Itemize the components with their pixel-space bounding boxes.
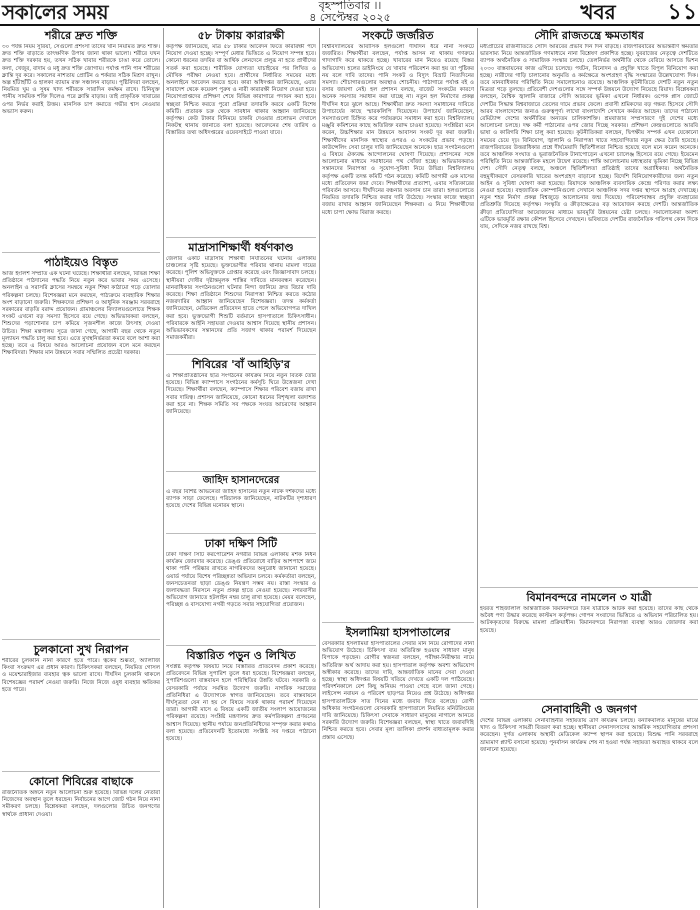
- article-pathaiyeo-bistrito: [2, 255, 160, 640]
- article-chulkano-sukh: [2, 642, 160, 772]
- article-sankate-jorjorito: [322, 28, 474, 623]
- article-body: শরীরের চুলকানি নানা কারণে হতে পারে। ত্বকের শুষ্কতা, অ্যালার্জি কিংবা সংক্রমণ এর প্রধান কারণ। চিকিৎসকরা বলছেন, নিয়মিত গোসল ও ময়েশ্চারাইজার ব্যবহার ত্বক ভালো রাখে। দীর্ঘদিন চুলকানি থাকলে বিশেষজ্ঞের পরামর্শ নেওয়া জরুরি। নিজে নিজে ওষুধ ব্যবহার ক্ষতিকর হতে পারে।: [2, 658, 160, 693]
- article-madrasa: [166, 240, 316, 355]
- article-headline: পাঠাইয়েও বিস্তৃত: [44, 256, 118, 269]
- page-number: ১১: [667, 0, 698, 25]
- article-headline: কোনো শিবিরের বাছাকে: [29, 775, 133, 788]
- dateline: [240, 0, 460, 24]
- article-shibirer-ba-ahiri: [166, 357, 316, 472]
- article-headline: চুলকানো সুখ নিরাপন: [33, 643, 129, 656]
- column-rule: [163, 28, 164, 908]
- article-headline: ৫৮ টাকায় কারারক্ষী: [197, 29, 285, 42]
- article-bistarito: [166, 648, 316, 908]
- article-senabahini: [480, 702, 698, 907]
- section-name: খবর: [580, 0, 616, 24]
- masthead: [0, 0, 700, 26]
- column-4: [480, 28, 698, 908]
- article-headline: শরীরে দ্রুত শক্তি: [44, 29, 118, 42]
- publication-date: ৪ সেপ্টেম্বর ২০২৫: [309, 11, 391, 24]
- column-2: [166, 28, 316, 908]
- article-headline: সেনাবাহিনী ও জনগণ: [541, 703, 637, 716]
- article-headline: ঢাকা দক্ষিণ সিটি: [204, 537, 277, 550]
- article-body: হযরত শাহজালাল আন্তর্জাতিক বিমানবন্দরে তিন যাত্রীকে আটক করা হয়েছে। তাদের কাছ থেকে অবৈধ পণ্য উদ্ধার করেছে কাস্টমস কর্তৃপক্ষ। গোপন সংবাদের ভিত্তিতে এ অভিযান পরিচালিত হয়। আটককৃতদের বিরুদ্ধে মামলা প্রক্রিয়াধীন। বিমানবন্দরে নিরাপত্তা ব্যবস্থা আরও জোরদার করা হয়েছে।: [480, 606, 698, 634]
- article-body: মধ্যপ্রাচ্যের রাজনীতিতে সৌদি আরবের প্রভাব দিন দিন বাড়ছে। রাজপরিবারের অভ্যন্তরীণ ক্ষমতার ভারসাম্য নিয়ে আন্তর্জাতিক গণমাধ্যমে নানা বিশ্লেষণ প্রকাশিত হচ্ছে। যুবরাজের নেতৃত্বে দেশটিতে ব্যাপক অর্থনৈতিক ও সামাজিক সংস্কার চলছে। তেলনির্ভর অর্থনীতি থেকে বেরিয়ে আসতে ভিশন ২০৩০ বাস্তবায়নের কাজ এগিয়ে চলেছে। পর্যটন, বিনোদন ও প্রযুক্তি খাতে বিপুল বিনিয়োগ করা হচ্ছে। নারীদের গাড়ি চালানোর অনুমতি ও কর্মক্ষেত্রে অংশগ্রহণ বৃদ্ধি সংস্কারের উল্লেখযোগ্য দিক। তবে মানবাধিকার পরিস্থিতি নিয়ে সমালোচনাও রয়েছে। আঞ্চলিক কূটনীতিতে দেশটি নতুন নতুন মিত্রতা গড়ে তুলছে। প্রতিবেশী দেশগুলোর সঙ্গে সম্পর্ক উন্নয়নে উদ্যোগ নিয়েছে রিয়াদ। বিশ্লেষকরা বলছেন, বৈশ্বিক জ্বালানি বাজারে সৌদি আরবের ভূমিকা এখনো নির্ধারক। ওপেক প্লাস জোটে দেশটির সিদ্ধান্ত বিশ্ববাজারে তেলের দামে প্রভাব ফেলে। প্রবাসী শ্রমিকদের বড় গন্তব্য হিসেবে সৌদি আরব বাংলাদেশের জন্যও গুরুত্বপূর্ণ। লাখো বাংলাদেশি সেখানে কর্মরত আছেন। তাদের পাঠানো রেমিট্যান্স দেশের অর্থনীতির অন্যতম চালিকাশক্তি। শ্রমবাজার সম্প্রসারণে দুই দেশের মধ্যে আলোচনা চলছে। দক্ষ কর্মী পাঠানোর ওপর জোর দিচ্ছে সরকার। প্রশিক্ষণ কেন্দ্রগুলোতে আরবি ভাষা ও কারিগরি শিক্ষা চালু করা হয়েছে। কূটনীতিকরা বলছেন, দ্বিপক্ষীয় সম্পর্ক এখন যেকোনো সময়ের চেয়ে দৃঢ়। বিনিয়োগ, জ্বালানি ও নিরাপত্তা খাতে সহযোগিতার নতুন ক্ষেত্র তৈরি হয়েছে। রাজপরিবারের উত্তরাধিকার প্রশ্নে দীর্ঘমেয়াদি স্থিতিশীলতা নিশ্চিত হয়েছে বলে মনে করেন অনেকে। তবে আঞ্চলিক সংঘাত ও ভূরাজনৈতিক টানাপোড়েন এখনো চ্যালেঞ্জ হিসেবে রয়ে গেছে। ইয়েমেন পরিস্থিতি নিয়ে আন্তর্জাতিক মহলে উদ্বেগ রয়েছে। শান্তি আলোচনায় মধ্যস্থতার ভূমিকা নিচ্ছে বিভিন্ন দেশ। সৌদি নেতৃত্ব বলছে, অঞ্চলে স্থিতিশীলতা প্রতিষ্ঠাই তাদের অগ্রাধিকার। অর্থনৈতিক বহুমুখীকরণে বেসরকারি খাতের অংশগ্রহণ বাড়ানো হচ্ছে। বিদেশি বিনিয়োগকারীদের জন্য নতুন আইন ও সুবিধা ঘোষণা করা হয়েছে। রিয়াদকে আঞ্চলিক ব্যবসায়িক কেন্দ্রে পরিণত করার লক্ষ্য নেওয়া হয়েছে। বহুজাতিক কোম্পানিগুলো সেখানে আঞ্চলিক সদর দপ্তর স্থাপনে আগ্রহ দেখাচ্ছে। নতুন শহর নির্মাণ প্রকল্প বিশ্বজুড়ে আলোচনার জন্ম দিয়েছে। পরিবেশবান্ধব প্রযুক্তি ব্যবহারের প্রতিশ্রুতি দিয়েছে কর্তৃপক্ষ। সংস্কৃতি ও ক্রীড়াক্ষেত্রেও বড় আয়োজন করছে দেশটি। আন্তর্জাতিক ক্রীড়া প্রতিযোগিতা আয়োজনের মাধ্যমে ভাবমূর্তি উন্নয়নের চেষ্টা চলছে। সমালোচকরা অবশ্য এটিকে ভাবমূর্তি রক্ষার কৌশল হিসেবে দেখছেন। ভবিষ্যতে দেশটির রাজনৈতিক গতিপথ কোন দিকে যায়, সেদিকে নজর রাখছে বিশ্ব।: [480, 44, 698, 231]
- article-sharire-drut-shakti: [2, 28, 160, 253]
- article-body: বিশ্ববিদ্যালয়ের আবাসিক হলগুলো দীর্ঘদিন ধরে নানা সংকটে জর্জরিত। শিক্ষার্থীরা বলছেন, পর্যাপ্ত আসন না থাকায় গণরুমে গাদাগাদি করে থাকতে হচ্ছে। খাবারের মান নিয়েও রয়েছে বিস্তর অভিযোগ। হলের ডাইনিংয়ে যে খাবার পরিবেশন করা হয় তা পুষ্টিকর নয় বলে দাবি তাদের। পানি সংকট ও বিদ্যুৎ বিভ্রাট নিত্যদিনের সমস্যা। শৌচাগারগুলোর অবস্থাও শোচনীয়। পাঠাগারে পর্যাপ্ত বই ও বসার জায়গা নেই। হল প্রশাসন বলছে, বাজেট সংকটের কারণে অনেক সমস্যার সমাধান করা যাচ্ছে না। নতুন হল নির্মাণের প্রকল্প দীর্ঘদিন ধরে ঝুলে আছে। শিক্ষার্থীরা দ্রুত সমস্যা সমাধানের দাবিতে উপাচার্যের কাছে স্মারকলিপি দিয়েছেন। উপাচার্য জানিয়েছেন, সমস্যাগুলো চিহ্নিত করে পর্যায়ক্রমে সমাধান করা হবে। বিশ্ববিদ্যালয় মঞ্জুরি কমিশনের কাছে অতিরিক্ত বরাদ্দ চাওয়া হয়েছে। সংশ্লিষ্টরা মনে করেন, উচ্চশিক্ষার মান উন্নয়নে আবাসন সংকট দূর করা জরুরি। শিক্ষার্থীদের মানসিক স্বাস্থ্যের ওপরও এ সংকটের প্রভাব পড়ছে। কাউন্সেলিং সেবা চালুর দাবি জানিয়েছেন অনেকে। ছাত্র সংগঠনগুলো এ বিষয়ে ঐক্যবদ্ধ আন্দোলনের ঘোষণা দিয়েছে। প্রশাসনের সঙ্গে আলোচনার মাধ্যমে সমাধানের পথ খোঁজা হচ্ছে। অভিভাবকরাও সন্তানদের নিরাপত্তা ও সুযোগ-সুবিধা নিয়ে উদ্বিগ্ন। বিশ্ববিদ্যালয় কর্তৃপক্ষ একটি তদন্ত কমিটি গঠন করেছে। কমিটি আগামী এক মাসের মধ্যে প্রতিবেদন জমা দেবে। শিক্ষার্থীদের প্রত্যাশা, এবার সত্যিকারের পরিবর্তন আসবে। দীর্ঘদিনের বঞ্চনার অবসান চান তারা। হলগুলোতে নিয়মিত তদারকি নিশ্চিত করার দাবি উঠেছে। সংস্কার কাজে স্বচ্ছতা বজায় রাখার আহ্বান জানিয়েছেন শিক্ষকরা। এ নিয়ে শিক্ষার্থীদের মধ্যে চাপা ক্ষোভ বিরাজ করছে।: [322, 44, 474, 216]
- column-1: [2, 28, 160, 908]
- article-islamia-hospital: [322, 625, 474, 905]
- article-body: সংশ্লিষ্ট কর্তৃপক্ষ বিষয়টি নিয়ে বিস্তারিত প্রতিবেদন প্রকাশ করেছে। প্রতিবেদনে বিভিন্ন সুপারিশ তুলে ধরা হয়েছে। বিশেষজ্ঞরা বলছেন, সুপারিশগুলো বাস্তবায়ন হলে পরিস্থিতির উন্নতি ঘটবে। সরকারি ও বেসরকারি পর্যায়ে সমন্বিত উদ্যোগ জরুরি। নাগরিক সমাজের প্রতিনিধিরা এ উদ্যোগকে স্বাগত জানিয়েছেন। তবে বাস্তবায়নে দীর্ঘসূত্রতা যেন না হয় সে বিষয়ে সতর্ক থাকার পরামর্শ দিয়েছেন তারা। আগামী মাসে এ বিষয়ে একটি জাতীয় সংলাপ আয়োজনের পরিকল্পনা রয়েছে। সংশ্লিষ্ট মন্ত্রণালয় দ্রুত কর্মপরিকল্পনা প্রণয়নের আশ্বাস দিয়েছে। স্থানীয় পর্যায়ে জনপ্রতিনিধিদের সম্পৃক্ত করার কথাও বলা হয়েছে। প্রতিবেদনটি ইতোমধ্যে সংশ্লিষ্ট সব দপ্তরে পাঠানো হয়েছে।: [166, 664, 316, 743]
- article-saudi-rajtontro: [480, 28, 698, 588]
- article-headline: জাহিদ হাসানদেরের: [202, 475, 280, 486]
- article-body: এ শিক্ষাপ্রতিষ্ঠানের ছাত্র সংগঠনের কার্যক্রম নিয়ে নতুন বিতর্ক তৈরি হয়েছে। বিভিন্ন ক্যাম্পাসে সংগঠনের কর্মসূচি ঘিরে উত্তেজনা দেখা দিয়েছে। শিক্ষার্থীরা বলছেন, ক্যাম্পাসে শিক্ষার পরিবেশ বজায় রাখা সবার দায়িত্ব। প্রশাসন জানিয়েছে, কোনো ধরনের বিশৃঙ্খলা বরদাশত করা হবে না। শিক্ষক সমিতি সব পক্ষকে সংযত আচরণের আহ্বান জানিয়েছে।: [166, 373, 316, 416]
- article-headline: সৌদি রাজতন্ত্রে ক্ষমতাধর: [534, 29, 644, 42]
- article-body: কর্তৃপক্ষ জানিয়েছে, মাত্র ৫৮ টাকার আবেদন ফিতে কারারক্ষী পদে নিয়োগ দেওয়া হচ্ছে। সম্পূর্ণ মেধার ভিত্তিতে এ নিয়োগ সম্পন্ন হবে। কোনো ধরনের তদবির বা আর্থিক লেনদেনে প্রলুব্ধ না হতে প্রার্থীদের সতর্ক করা হয়েছে। শারীরিক যোগ্যতা যাচাইয়ের পর লিখিত ও মৌখিক পরীক্ষা নেওয়া হবে। প্রার্থীদের নির্ধারিত সময়ের মধ্যে অনলাইনে আবেদন করতে হবে। কারা অধিদপ্তর জানিয়েছে, এবার সারাদেশ থেকে কয়েকশ পুরুষ ও নারী কারারক্ষী নিয়োগ দেওয়া হবে। নিয়োগপ্রাপ্তদের প্রশিক্ষণ শেষে বিভিন্ন কারাগারে পদায়ন করা হবে। স্বচ্ছতা নিশ্চিত করতে পুরো প্রক্রিয়া তদারকি করবে একটি বিশেষ কমিটি। প্রতারক চক্র থেকে সাবধান থাকার আহ্বান জানিয়েছে কর্তৃপক্ষ। কেউ টাকার বিনিময়ে চাকরি দেওয়ার প্রলোভন দেখালে নিকটস্থ থানায় জানাতে বলা হয়েছে। আবেদনের শেষ তারিখ ও বিস্তারিত তথ্য অধিদপ্তরের ওয়েবসাইটে পাওয়া যাবে।: [166, 44, 316, 137]
- column-rule: [319, 28, 320, 908]
- publication-day: বৃহস্পতিবার ।।: [318, 0, 382, 12]
- article-headline: শিবিরের 'বাঁ আহিড়ি'র: [192, 358, 290, 371]
- article-body: রাজনৈতিক অঙ্গনে নতুন আলোচনা শুরু হয়েছে। বিভিন্ন দলের নেতারা নিজেদের অবস্থান তুলে ধরছেন। নির্বাচনের আগে জোট গঠন নিয়ে নানা সমীকরণ চলছে। বিশ্লেষকরা বলছেন, দলগুলোর উচিত জনগণের স্বার্থকে প্রাধান্য দেওয়া।: [2, 790, 160, 818]
- article-body: বেসরকারি ইসলামিয়া হাসপাতালের সেবার মান নিয়ে রোগীদের নানা অভিযোগ উঠেছে। চিকিৎসা ব্যয় অতিরিক্ত হওয়ায় সাধারণ মানুষ বিপাকে পড়ছেন। রোগীর স্বজনরা বলছেন, পরীক্ষা-নিরীক্ষার নামে অতিরিক্ত অর্থ আদায় করা হয়। হাসপাতাল কর্তৃপক্ষ অবশ্য অভিযোগ অস্বীকার করেছে। তাদের দাবি, আন্তর্জাতিক মানের সেবা দেওয়া হচ্ছে। স্বাস্থ্য অধিদপ্তর বিষয়টি খতিয়ে দেখতে একটি দল পাঠিয়েছে। পরিদর্শনকালে বেশ কিছু অনিয়ম পাওয়া গেছে বলে জানা গেছে। লাইসেন্স নবায়ন ও পরিবেশ ছাড়পত্র নিয়েও প্রশ্ন উঠেছে। অধিদপ্তর হাসপাতালটিকে সাত দিনের মধ্যে জবাব দিতে বলেছে। রোগী অধিকার সংগঠনগুলো বেসরকারি হাসপাতালে নিয়মিত মনিটরিংয়ের দাবি জানিয়েছে। চিকিৎসা সেবাকে সাধারণ মানুষের নাগালে আনতে সরকারি উদ্যোগ জরুরি। বিশেষজ্ঞরা বলছেন, স্বাস্থ্য খাতে জবাবদিহি নিশ্চিত করতে হবে। সেবার মূল্য তালিকা প্রদর্শন বাধ্যতামূলক করার প্রস্তাব এসেছে।: [322, 641, 474, 741]
- column-3: [322, 28, 474, 908]
- article-headline: ইসলামিয়া হাসপাতালের: [345, 626, 451, 639]
- article-headline: সংকটে জর্জরিত: [362, 29, 434, 42]
- column-rule: [477, 28, 478, 908]
- article-body: জেলার একটি মাদ্রাসায় শিক্ষার্থী নির্যাতনের ঘটনায় এলাকায় চাঞ্চল্যের সৃষ্টি হয়েছে। ভুক্তভোগীর পরিবার থানায় মামলা দায়ের করেছে। পুলিশ অভিযুক্তকে গ্রেপ্তার করেছে এবং জিজ্ঞাসাবাদ চলছে। স্থানীয়রা দোষীর দৃষ্টান্তমূলক শাস্তির দাবিতে মানববন্ধন করেছেন। মানবাধিকার সংগঠনগুলো ঘটনার নিন্দা জানিয়ে দ্রুত বিচার দাবি করেছে। শিক্ষা প্রতিষ্ঠানে শিশুদের নিরাপত্তা নিশ্চিত করতে কঠোর নজরদারির আহ্বান জানিয়েছেন বিশেষজ্ঞরা। তদন্ত কর্মকর্তা জানিয়েছেন, মেডিকেল প্রতিবেদন হাতে পেলে অভিযোগপত্র দাখিল করা হবে। ভুক্তভোগী শিশুটি বর্তমানে হাসপাতালে চিকিৎসাধীন। পরিবারকে আইনি সহায়তা দেওয়ার আশ্বাস দিয়েছে স্থানীয় প্রশাসন। অভিভাবকদের সন্তানদের প্রতি সজাগ থাকার পরামর্শ দিয়েছেন সমাজকর্মীরা।: [166, 256, 316, 342]
- article-body: এ বছর বিশিষ্ট অভিনেতা জাহিদ হাসানের নতুন নাটক দর্শকদের মধ্যে ব্যাপক সাড়া ফেলেছে। পরিচালক জানিয়েছেন, নাটকটির দৃশ্যধারণ হয়েছে দেশের বিভিন্ন মনোরম স্থানে।: [166, 489, 316, 510]
- article-body: আজ ইংলিশ সম্প্রতি এক ঘটনা ঘটেছে। শিক্ষার্থীরা বলছেন, বিভিন্ন শিক্ষা প্রতিষ্ঠানে পাঠদানের পদ্ধতি নিয়ে নতুন করে ভাবার সময় এসেছে। অনলাইন ও সরাসরি ক্লাসের সমন্বয়ে নতুন শিক্ষা কাঠামো গড়ে তোলার পরিকল্পনা চলছে। বিশেষজ্ঞরা মনে করছেন, পাঠ্যক্রমে ব্যবহারিক শিক্ষার অংশ বাড়ানো জরুরি। শিক্ষকদের প্রশিক্ষণ ও আধুনিক সরঞ্জাম সরবরাহে সরকারের বাড়তি বরাদ্দ প্রয়োজন। গ্রামাঞ্চলের বিদ্যালয়গুলোতে শিক্ষক সংকট এখনো বড় সমস্যা হিসেবে রয়ে গেছে। অভিভাবকরা বলছেন, শিশুদের পড়াশোনার চাপ কমিয়ে সৃজনশীল কাজে উৎসাহ দেওয়া উচিত। শিক্ষা মন্ত্রণালয় সূত্রে জানা গেছে, আগামী বছর থেকে নতুন মূল্যায়ন পদ্ধতি চালু করা হবে। এতে মুখস্থনির্ভরতা কমবে বলে আশা করা হচ্ছে। তবে এ বিষয়ে আরও আলোচনা প্রয়োজন বলে মনে করছেন শিক্ষাবিদরা। শিক্ষার মান উন্নয়নে সবার সম্মিলিত প্রচেষ্টা দরকার।: [2, 271, 160, 357]
- article-bimanbondor: [480, 590, 698, 700]
- article-body: দেশের বিভিন্ন এলাকায় সেনাবাহিনীর সহায়তায় ত্রাণ কার্যক্রম চলছে। বন্যাকবলিত মানুষের মাঝে খাদ্য ও চিকিৎসা সামগ্রী বিতরণ করা হচ্ছে। স্থানীয়রা সেনাসদস্যদের আন্তরিক সহযোগিতার প্রশংসা করেছেন। দুর্গত এলাকায় অস্থায়ী মেডিকেল ক্যাম্প স্থাপন করা হয়েছে। বিশুদ্ধ পানি সরবরাহে ভ্রাম্যমাণ প্ল্যান্ট বসানো হয়েছে। পুনর্বাসন কার্যক্রম শেষ না হওয়া পর্যন্ত সহায়তা অব্যাহত থাকবে বলে জানানো হয়েছে।: [480, 718, 698, 753]
- article-body: ৩০ পর্যন্ত নিয়ম সুরিয়া, সেগুলো প্রশংসা তাদের খান নিয়মিত দ্রুত শক্তি। দ্রুত শক্তি বাড়াতে তাৎক্ষণিক উপায় জানা থাকা ভালো। শরীরে যখন দ্রুত শক্তি দরকার হয়, তখন সঠিক খাবার শরীরকে চাঙা করে তোলে। কলা, খেজুর, বাদাম ও মধু দ্রুত শক্তি জোগায়। পর্যাপ্ত পানি পান শরীরের ক্লান্তি দূর করে। সকালের নাশতায় প্রোটিন ও শর্করার সঠিক মিশ্রণ রাখুন। অল্প হাঁটাহাঁটি ও হালকা ব্যায়াম রক্ত সঞ্চালন বাড়ায়। পুষ্টিবিদরা বলছেন, নিয়মিত ঘুম ও সুষম খাদ্য শরীরকে সারাদিন কর্মক্ষম রাখে। চিনিযুক্ত পানীয় সাময়িক শক্তি দিলেও পরে ক্লান্তি বাড়ায়। তাই প্রাকৃতিক খাবারের ওপর নির্ভর করাই উত্তম। মানসিক চাপ কমাতে গভীর শ্বাস নেওয়ার অভ্যাস করুন।: [2, 44, 160, 115]
- article-karaarakkhi: [166, 28, 316, 238]
- article-headline: বিমানবন্দরে নামলেন ৩ যাত্রী: [526, 591, 652, 604]
- article-headline: বিস্তারিত পড়ুন ও লিখিত: [186, 649, 296, 662]
- article-headline: মাদ্রাসাশিক্ষার্থী ধর্ষণকাণ্ড: [188, 241, 294, 254]
- article-zahid-hasan: [166, 474, 316, 534]
- article-kono-shibirer: [2, 774, 160, 904]
- article-dhaka-dakshin: [166, 536, 316, 646]
- newspaper-logo: সকালের সময়: [2, 0, 109, 24]
- article-body: ঢাকা দক্ষিণ সিটি করপোরেশন নগরীর বিভিন্ন এলাকায় মশক নিধন কার্যক্রম জোরদার করেছে। ডেঙ্গু প্রতিরোধে বাড়ির আশপাশে জমে থাকা পানি পরিষ্কার রাখতে নাগরিকদের অনুরোধ জানানো হয়েছে। ওয়ার্ড পর্যায়ে বিশেষ পরিচ্ছন্নতা অভিযান চলবে। কর্মকর্তারা বলছেন, জনসচেতনতা ছাড়া ডেঙ্গু নিয়ন্ত্রণ সম্ভব নয়। রাস্তা সংস্কার ও জলাবদ্ধতা নিরসনে নতুন প্রকল্প হাতে নেওয়া হয়েছে। নগরবাসীর অভিযোগ জানাতে হটলাইন নম্বর চালু রাখা হয়েছে। মেয়র বলেছেন, পরিচ্ছন্ন ও বাসযোগ্য নগরী গড়তে সবার সহযোগিতা প্রয়োজন।: [166, 552, 316, 609]
